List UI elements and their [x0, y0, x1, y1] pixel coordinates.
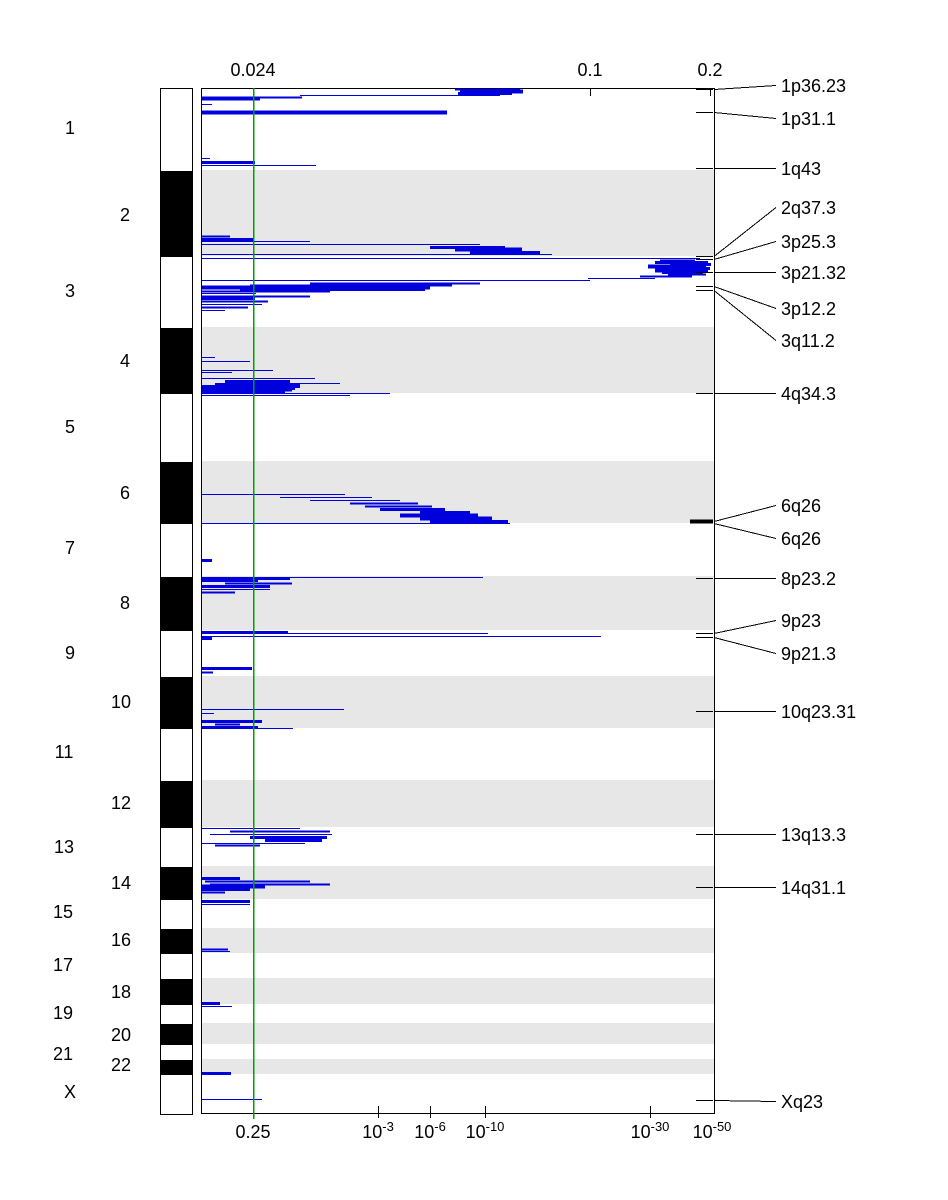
- chromosome-label: 20: [110, 1025, 132, 1045]
- chromosome-label: 12: [110, 793, 132, 813]
- bottom-axis-tick-label: [235, 1122, 270, 1142]
- tick-label-exponent: -30: [650, 1119, 670, 1134]
- leader-line: [714, 1101, 776, 1102]
- tick-label-exponent: -6: [434, 1119, 446, 1134]
- cytoband-label: Xq23: [781, 1092, 824, 1112]
- cytoband-label: 4q34.3: [781, 384, 837, 404]
- leader-line: [714, 621, 776, 634]
- cytoband-label: 9p23: [781, 611, 822, 631]
- tick-label-exponent: -50: [712, 1119, 732, 1134]
- chromosome-label: 21: [52, 1044, 74, 1064]
- top-axis-tick-label: 0.2: [697, 60, 723, 80]
- chromosome-label: 16: [110, 930, 132, 950]
- tick-label-base: 10: [630, 1122, 651, 1142]
- cytoband-label: 1p31.1: [781, 109, 837, 129]
- chromosome-label: 2: [119, 205, 131, 225]
- chromosome-label: 18: [110, 982, 132, 1002]
- leader-line: [714, 506, 776, 522]
- tick-label-base: 10: [465, 1122, 486, 1142]
- bottom-axis-tick-label: [362, 1119, 394, 1142]
- cytoband-label: 6q26: [781, 529, 822, 549]
- chromosome-label: 5: [64, 417, 76, 437]
- chromosome-label: 8: [119, 593, 131, 613]
- cytoband-label: 3p12.2: [781, 299, 837, 319]
- cytoband-label: 1q43: [781, 159, 822, 179]
- cytoband-label: 13q13.3: [781, 825, 847, 845]
- top-axis-tick-label: 0.024: [230, 60, 276, 80]
- leader-line: [714, 242, 776, 260]
- cytoband-label: 10q23.31: [781, 702, 857, 722]
- leader-line: [714, 86, 776, 90]
- cytoband-label: 9p21.3: [781, 644, 837, 664]
- leader-line: [714, 524, 776, 539]
- cytoband-label: 3p21.32: [781, 263, 847, 283]
- chromosome-label: 17: [52, 955, 74, 975]
- cytoband-label: 1p36.23: [781, 76, 847, 96]
- leader-line: [714, 113, 776, 119]
- chromosome-label: 15: [52, 902, 74, 922]
- chromosome-label: 3: [64, 281, 76, 301]
- cytoband-label: 2q37.3: [781, 198, 837, 218]
- chromosome-label: 10: [110, 692, 132, 712]
- chromosome-label: 6: [119, 483, 131, 503]
- chromosome-label: 13: [53, 837, 75, 857]
- bottom-axis-tick-label: [692, 1119, 732, 1142]
- bottom-axis-tick-label: [414, 1119, 446, 1142]
- chromosome-label: 22: [110, 1055, 132, 1075]
- chromosome-label: 19: [52, 1003, 74, 1023]
- tick-label-base: 0.25: [235, 1122, 271, 1142]
- chromosome-label: 9: [64, 643, 76, 663]
- chromosome-label: 7: [64, 538, 76, 558]
- chromosome-label: 11: [54, 742, 74, 762]
- cytoband-label: 3p25.3: [781, 232, 837, 252]
- leader-line: [714, 208, 776, 257]
- cytoband-label: 6q26: [781, 496, 822, 516]
- plot-border: [202, 89, 715, 1114]
- tick-label-base: 10: [414, 1122, 435, 1142]
- tick-label-exponent: -3: [382, 1119, 394, 1134]
- cytoband-label: 3q11.2: [781, 331, 835, 351]
- tick-label-exponent: -10: [485, 1119, 505, 1134]
- bottom-axis-tick-label: [630, 1119, 670, 1142]
- cytoband-label: 8p23.2: [781, 569, 837, 589]
- leader-line: [714, 638, 776, 654]
- tick-label-base: 10: [362, 1122, 383, 1142]
- bottom-axis-tick-label: [465, 1119, 505, 1142]
- top-axis-tick-label: 0.1: [577, 60, 603, 80]
- tick-label-base: 10: [692, 1122, 713, 1142]
- chromosome-label: X: [63, 1082, 77, 1102]
- chromosome-label: 4: [119, 351, 131, 371]
- cytoband-label: 14q31.1: [781, 878, 847, 898]
- chromosome-label: 14: [110, 873, 132, 893]
- chromosome-label: 1: [64, 118, 76, 138]
